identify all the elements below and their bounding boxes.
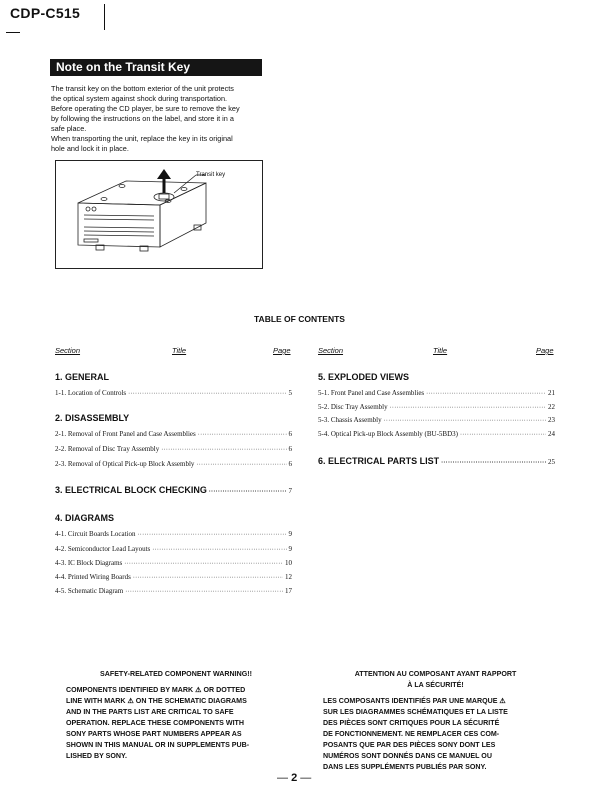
toc-entry[interactable] [55,445,292,453]
toc-entry-page: 22 [548,403,555,411]
toc-heading-disassembly: 2. DISASSEMBLY [55,413,130,423]
toc-entry-page: 21 [548,389,555,397]
section-banner: Note on the Transit Key [50,59,262,76]
note-text [51,84,281,154]
model-number: CDP-C515 [10,5,81,21]
leader-dots [152,547,286,553]
warning-line: LISHED BY SONY. [66,752,127,760]
warning-line: SONY PARTS WHOSE PART NUMBERS APPEAR AS [66,730,242,738]
leader-dots [137,532,286,538]
toc-heading-exploded: 5. EXPLODED VIEWS [318,372,410,382]
toc-entry-title: 5-3. Chassis Assembly [318,416,382,424]
toc-entry-title: 4-2. Semiconductor Lead Layouts [55,545,151,553]
warning-line: AND IN THE PARTS LIST ARE CRITICAL TO SAFE [66,708,234,716]
note-line: safe place. [51,124,87,133]
col-title-right: Title [433,346,448,355]
warning-title: ATTENTION AU COMPOSANT AYANT RAPPORT [354,670,517,678]
toc-entry-page: 7 [288,487,292,495]
toc-entry-title: 3. ELECTRICAL BLOCK CHECKING [55,485,207,495]
toc-entry-page: 10 [285,559,292,567]
warning-line: DE FONCTIONNEMENT. NE REMPLACER CES COM- [323,730,500,738]
warning-line: DANS LES SUPPLÉMENTS PUBLIÉS PAR SONY. [323,763,487,771]
toc-entry-title: 2-2. Removal of Disc Tray Assembly [55,445,160,453]
toc-entry-title: 4-1. Circuit Boards Location [55,530,136,538]
toc-entry-page: 23 [548,416,555,424]
toc-entry[interactable] [55,587,292,595]
toc-entry-page: 5 [288,389,292,397]
note-line: Before operating the CD player, be sure to remove the key [51,104,240,113]
leader-dots [128,391,286,397]
toc-entry[interactable] [55,545,292,553]
toc-entry-page: 25 [548,458,555,466]
toc-entry-title: 4-4. Printed Wiring Boards [55,573,131,581]
warning-title: À LA SÉCURITÉ! [407,681,464,689]
toc-entry[interactable] [318,416,555,424]
warning-line: LES COMPOSANTS IDENTIFIÉS PAR UNE MARQUE ⚠ [323,697,506,705]
header-divider [104,4,105,30]
col-title-left: Title [172,346,187,355]
leader-dots [384,418,546,424]
toc-entry-page: 9 [288,530,292,538]
warning-line: OPERATION. REPLACE THESE COMPONENTS WITH [66,719,245,727]
col-section-left: Section [55,346,81,355]
toc-entry[interactable] [55,573,292,581]
toc-entry-page: 24 [548,430,555,438]
warning-title: SAFETY-RELATED COMPONENT WARNING!! [100,670,252,678]
toc-entry[interactable] [55,559,292,567]
page-number: — 2 — [277,772,312,784]
leader-dots [161,447,286,453]
toc-entry-title: 6. ELECTRICAL PARTS LIST [318,456,440,466]
col-page-right: Page [536,346,554,355]
leader-dots [426,391,546,397]
leader-dots [209,489,287,495]
toc-entry-title: 1-1. Location of Controls [55,389,127,397]
toc-entry-page: 9 [288,545,292,553]
toc-entry-title: 5-4. Optical Pick-up Block Assembly (BU-5BD3) [318,430,458,438]
toc-entry-block-checking[interactable] [55,485,292,495]
toc-entry[interactable] [55,430,292,438]
toc-entry-title: 4-3. IC Block Diagrams [55,559,123,567]
leader-dots [198,432,287,438]
toc-entry-page: 6 [288,460,292,468]
leader-dots [133,575,283,581]
cd-player-illustration [56,161,262,268]
toc-entry-title: 2-1. Removal of Front Panel and Case Assemblies [55,430,196,438]
toc-entry-parts-list[interactable] [318,456,555,466]
removal-arrow-icon [157,169,171,193]
leader-dots [460,432,546,438]
toc-entry[interactable] [55,389,292,397]
warning-line: SHOWN IN THIS MANUAL OR IN SUPPLEMENTS PUB- [66,741,250,749]
header-tick [6,32,20,33]
leader-dots [390,405,546,411]
toc-entry[interactable] [318,389,555,397]
toc-entry[interactable] [318,430,555,438]
warning-line: LINE WITH MARK ⚠ ON THE SCHEMATIC DIAGRAMS [66,697,247,705]
safety-warning-en [66,669,286,762]
toc-entry-page: 6 [288,430,292,438]
toc-entry-title: 5-2. Disc Tray Assembly [318,403,388,411]
toc-heading-general: 1. GENERAL [55,372,110,382]
toc-entry[interactable] [55,530,292,538]
warning-line: NUMÉROS SONT DONNÉS DANS CE MANUEL OU [323,752,492,760]
warning-line: DES PIÈCES SONT CRITIQUES POUR LA SÉCURITÉ [323,719,500,727]
page-number-value: 2 [291,772,298,784]
leader-dots [124,561,283,567]
toc-heading-diagrams: 4. DIAGRAMS [55,513,115,523]
note-line: hole and lock it in place. [51,144,129,153]
warning-line: POSANTS QUE PAR DES PIÈCES SONY DONT LES [323,741,496,749]
col-page-left: Page [273,346,291,355]
warning-line: COMPONENTS IDENTIFIED BY MARK ⚠ OR DOTTED [66,686,246,694]
warning-line: SUR LES DIAGRAMMES SCHÉMATIQUES ET LA LISTE [323,708,508,716]
safety-warning-fr [323,669,548,773]
leader-dots [196,462,286,468]
leader-dots [125,589,283,595]
note-line: When transporting the unit, replace the key in its original [51,134,233,143]
toc-entry[interactable] [318,403,555,411]
toc-title: TABLE OF CONTENTS [254,314,345,324]
note-line: The transit key on the bottom exterior of the unit protects [51,84,234,93]
leader-dots [441,460,546,466]
toc-entry[interactable] [55,460,292,468]
note-line: the optical system against shock during transportation. [51,94,228,103]
toc-entry-title: 5-1. Front Panel and Case Assemblies [318,389,425,397]
toc-entry-title: 4-5. Schematic Diagram [55,587,124,595]
toc-entry-title: 2-3. Removal of Optical Pick-up Block Assembly [55,460,195,468]
toc-entry-page: 17 [285,587,292,595]
transit-key-figure [55,160,263,269]
toc-entry-page: 12 [285,573,292,581]
note-line: by following the instructions on the label, and store it in a [51,114,234,123]
col-section-right: Section [318,346,344,355]
toc-entry-page: 6 [288,445,292,453]
transit-key-label: Transit key [196,172,226,178]
